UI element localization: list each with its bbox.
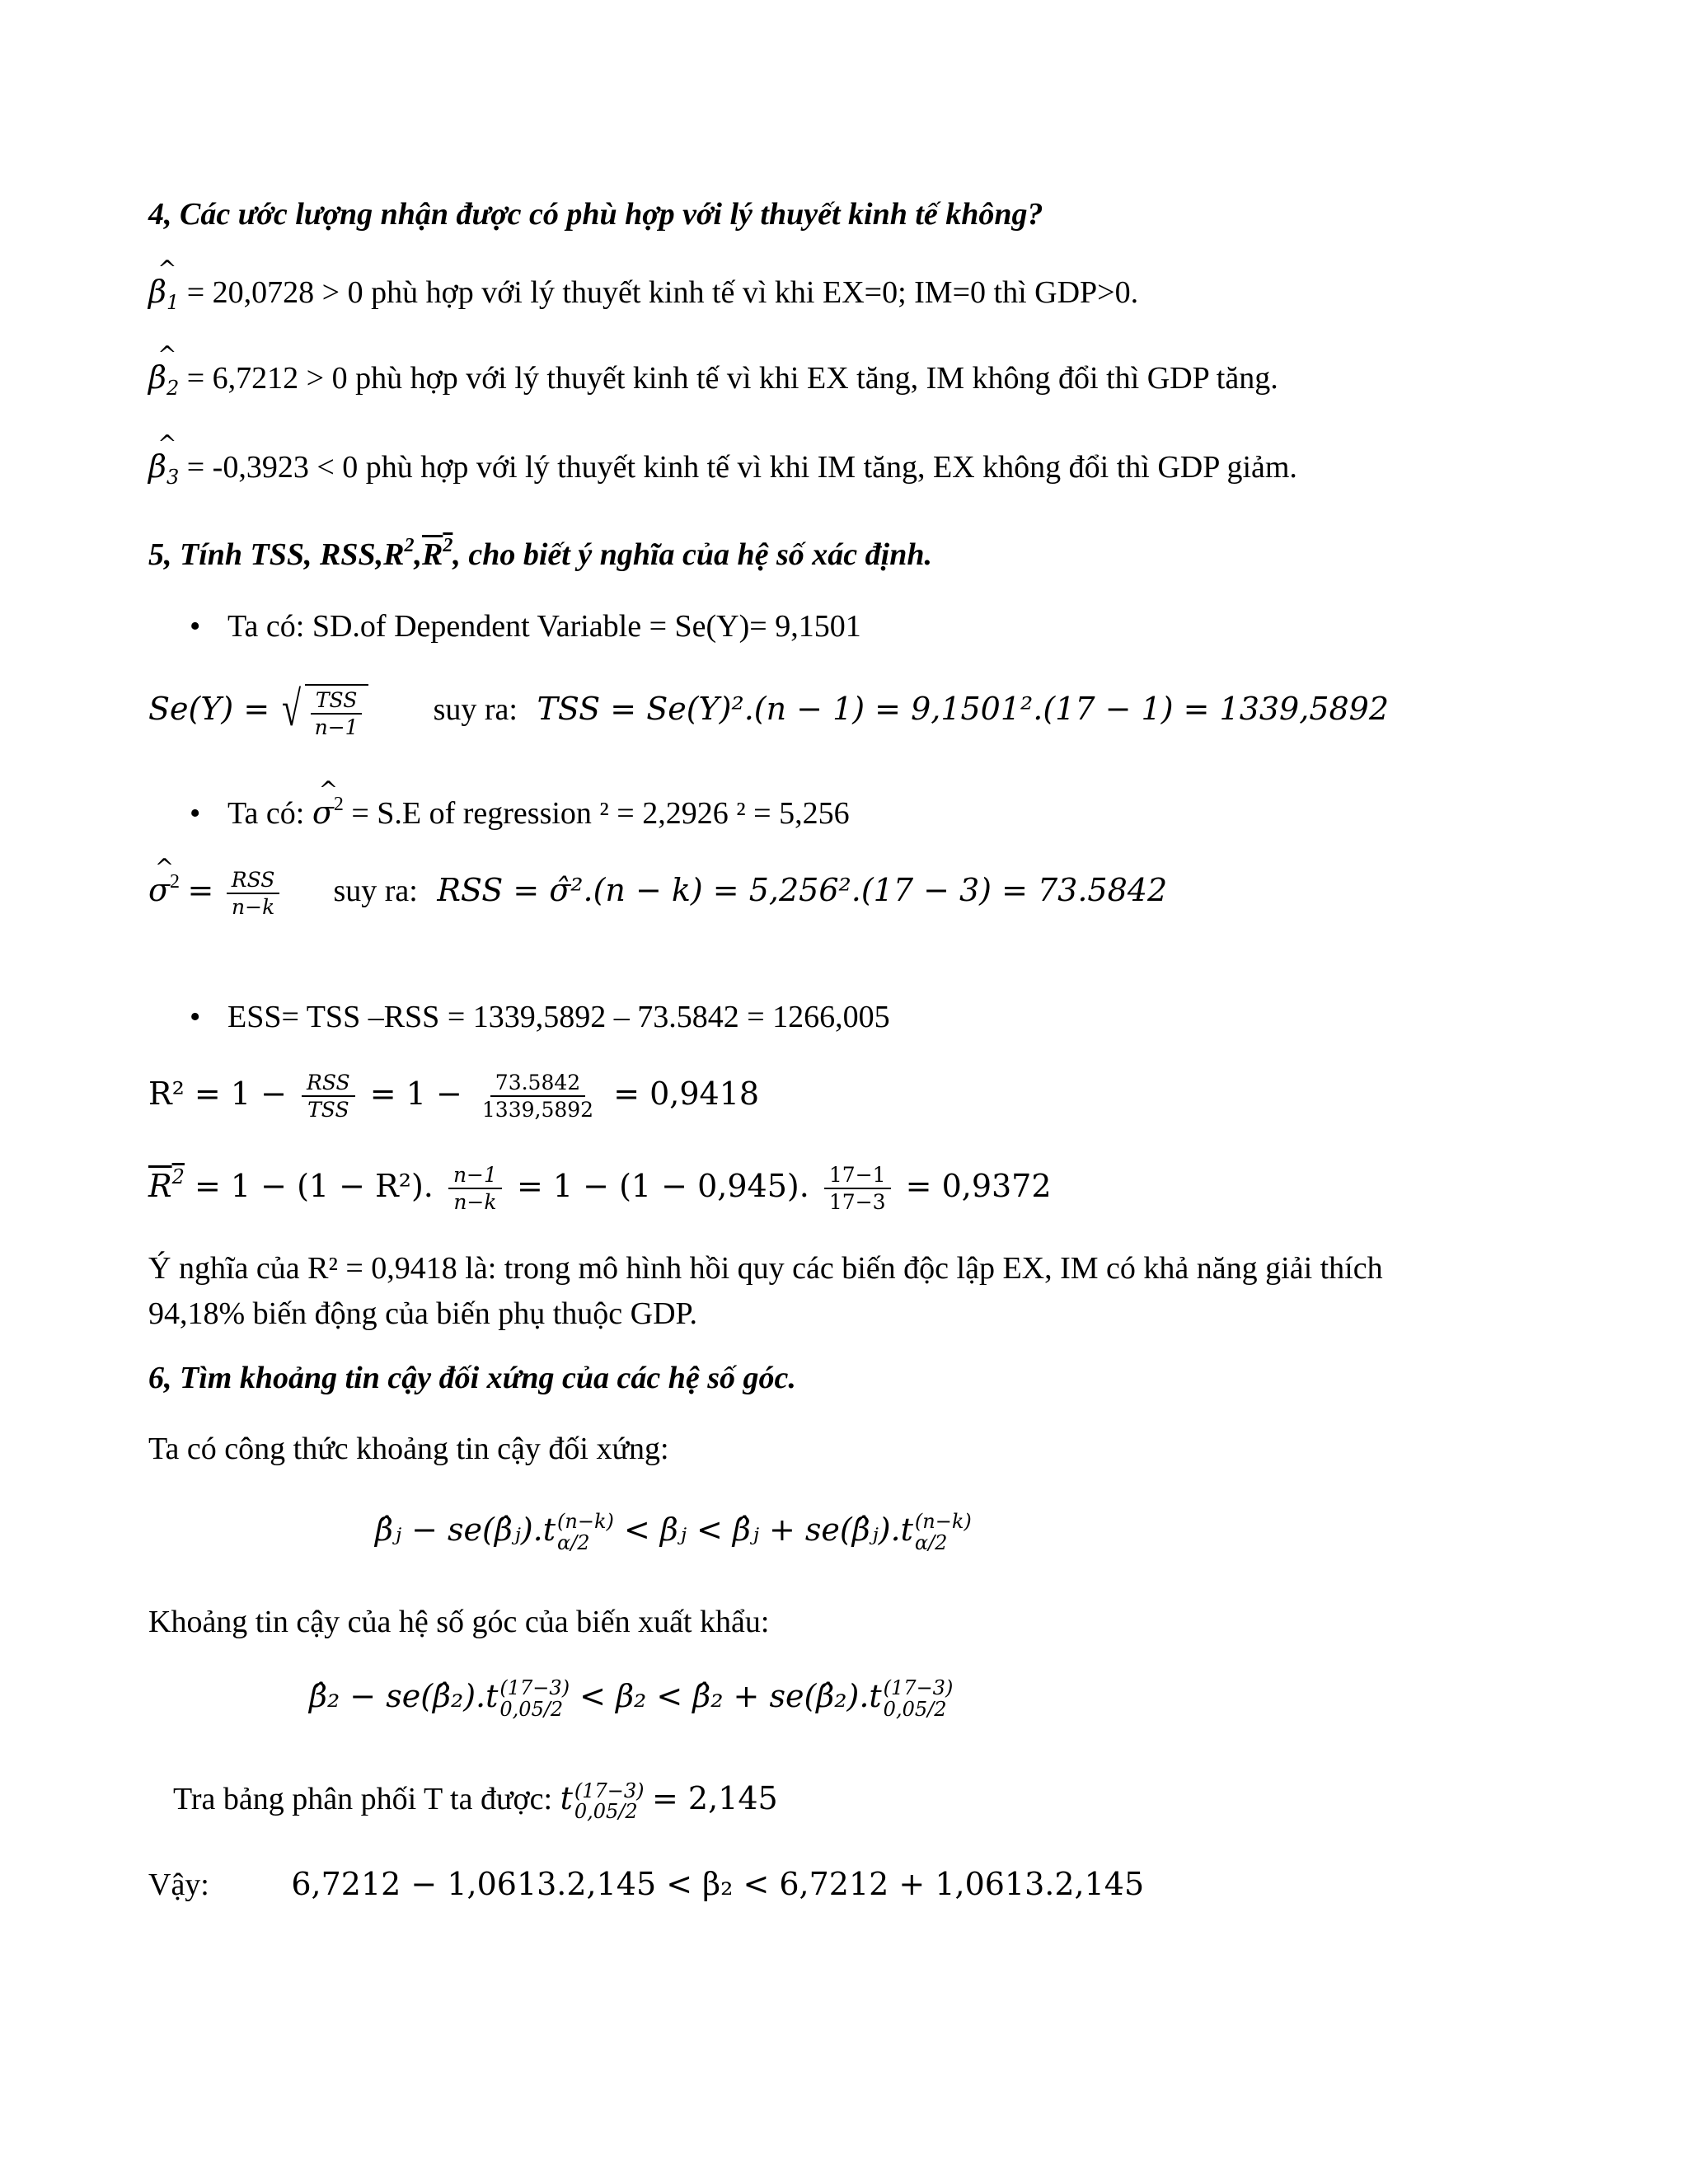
beta3-symbol: ^ $\beta_3$ bbox=[148, 448, 179, 490]
rbar-frac1-den: n−k bbox=[453, 1190, 497, 1215]
r2-meaning-paragraph: Ý nghĩa của R² = 0,9418 là: trong mô hình hồi quy các biến độc lập EX, IM có khả năng giải thích 94,18% biến động của biến phụ thuộc GDP. bbox=[148, 1251, 1383, 1332]
r2-frac2-den: 1339,5892 bbox=[481, 1098, 594, 1122]
ci-general-formula bbox=[375, 1511, 972, 1554]
sqrt-symbol: √ $\frac{\text{TSS}}{n-1}$ bbox=[278, 684, 368, 741]
rbar-mid2: = 1 − (1 − 0,945). bbox=[517, 1167, 809, 1204]
rss-formula-line: ^ $\sigma^2$ = $\frac{\text{RSS}}{n-k}$ suy ra: RSS = σ̂².(n − k) = 5,256².(17 − 3) = 73.5842 bbox=[148, 867, 1167, 921]
bullet-sd bbox=[190, 608, 861, 646]
r2-formula-line bbox=[148, 1070, 759, 1123]
t2-sub-2: 0,05/2 bbox=[883, 1697, 947, 1721]
bullet-ess bbox=[190, 999, 890, 1037]
beta3-line bbox=[148, 448, 1297, 490]
sigma-frac-den: n−k bbox=[232, 895, 275, 920]
bullet-sigma-b: = S.E of regression ² = 2,2926 ² = 5,256 bbox=[351, 796, 850, 831]
final-ci-inequality: 6,7212 − 1,0613.2,145 < β₂ < 6,7212 + 1,0613.2,145 bbox=[291, 1866, 1145, 1902]
t-table-text: Tra bảng phân phối T ta được: bbox=[173, 1782, 553, 1816]
bullet-icon: • bbox=[190, 1000, 201, 1034]
vay-label: Vậy: bbox=[148, 1868, 209, 1902]
bullet-icon: • bbox=[190, 609, 201, 644]
t-sub-2: α/2 bbox=[914, 1530, 948, 1554]
beta1-symbol: ^ $\beta_1$ bbox=[148, 274, 179, 315]
ci-beta2-right: < β₂ < β̂₂ + se(β̂₂).t bbox=[579, 1678, 882, 1714]
beta1-line bbox=[148, 274, 1138, 315]
ci-intro: Ta có công thức khoảng tin cậy đối xứng: bbox=[148, 1432, 669, 1466]
sigma-hat-symbol-2: ^ σ bbox=[148, 872, 170, 910]
ci-formula-right: < βⱼ < β̂ⱼ + se(β̂ⱼ).t bbox=[623, 1511, 913, 1548]
rbar-frac1-num: n−1 bbox=[448, 1162, 502, 1189]
t-sub: α/2 bbox=[557, 1530, 590, 1554]
t-sup-2: (n−k) bbox=[914, 1510, 972, 1534]
beta1-text: = 20,0728 > 0 phù hợp với lý thuyết kinh tế vì khi EX=0; IM=0 thì GDP>0. bbox=[186, 275, 1139, 310]
tss-equation: TSS = Se(Y)².(n − 1) = 9,1501².(17 − 1) = 1339,5892 bbox=[537, 690, 1390, 727]
r2-frac2-num: 73.5842 bbox=[490, 1070, 585, 1097]
bullet-sigma-a: Ta có: bbox=[227, 796, 305, 831]
r2-mid: = 1 − bbox=[369, 1075, 462, 1112]
section-4-heading: 4, Các ước lượng nhận được có phù hợp với lý thuyết kinh tế không? bbox=[148, 197, 1043, 232]
bullet-sd-text: Ta có: SD.of Dependent Variable = Se(Y)= 9,1501 bbox=[227, 609, 861, 644]
t2-sub: 0,05/2 bbox=[499, 1697, 564, 1721]
t-table-line bbox=[173, 1780, 778, 1822]
t3-sub: 0,05/2 bbox=[574, 1800, 638, 1824]
rbar-frac2-num: 17−1 bbox=[824, 1162, 891, 1189]
rbar-mid: = 1 − (1 − R²). bbox=[195, 1167, 434, 1204]
t-symbol: t bbox=[560, 1780, 573, 1816]
sigma-hat-symbol: ^ σ bbox=[312, 794, 334, 832]
ci-beta2-formula bbox=[309, 1678, 953, 1720]
t2-sup-2: (17−3) bbox=[883, 1676, 954, 1700]
suy-ra-2: suy ra: bbox=[333, 873, 418, 908]
r2-lhs: R² = 1 − bbox=[148, 1075, 287, 1112]
r2-frac1-den: TSS bbox=[307, 1098, 349, 1122]
se-lhs: Se(Y) = bbox=[148, 690, 270, 727]
beta2-symbol: ^ $\beta_2$ bbox=[148, 359, 179, 401]
se-frac-num: TSS bbox=[311, 687, 363, 715]
t-sup: (n−k) bbox=[557, 1510, 614, 1534]
heading-part-b: , cho biết ý nghĩa của hệ số xác định. bbox=[452, 537, 932, 572]
r2-frac1-num: RSS bbox=[302, 1070, 355, 1097]
section-5-heading: 5, Tính TSS, $RSS,R^2,R^2$, cho biết ý nghĩa của hệ số xác định. bbox=[148, 535, 932, 572]
heading-part-a: 5, Tính TSS, RSS,R bbox=[148, 537, 405, 572]
ci-formula-left: β̂ⱼ − se(β̂ⱼ).t bbox=[375, 1511, 556, 1548]
beta2-text: = 6,7212 > 0 phù hợp với lý thuyết kinh tế vì khi EX tăng, IM không đổi thì GDP tăng. bbox=[186, 361, 1278, 396]
beta3-text: = -0,3923 < 0 phù hợp với lý thuyết kinh tế vì khi IM tăng, EX không đổi thì GDP giảm. bbox=[186, 450, 1297, 485]
suy-ra-1: suy ra: bbox=[433, 691, 518, 727]
ex-ci-intro: Khoảng tin cậy của hệ số góc của biến xuất khẩu: bbox=[148, 1605, 770, 1639]
rbar-formula-line: $R^2 = 1 - (1 - R^2)$. $\frac{n-1}{n-k}$ = 1 − (1 − 0,945). $\frac{17-1}{17-3}$ = 0,9372 bbox=[148, 1163, 1052, 1215]
sigma-frac-num: RSS bbox=[227, 867, 280, 894]
t-table-result: = 2,145 bbox=[652, 1780, 778, 1816]
bullet-sigma: • Ta có: ^ $\sigma^2 = S.E$ of regression ² = 2,2926 ² = 5,256 bbox=[190, 793, 850, 833]
section-6-heading: 6, Tìm khoảng tin cậy đối xứng của các hệ số góc. bbox=[148, 1361, 796, 1395]
tss-formula-line bbox=[148, 684, 1389, 741]
t3-sup: (17−3) bbox=[574, 1779, 645, 1803]
beta2-line bbox=[148, 359, 1278, 401]
rss-equation: RSS = σ̂².(n − k) = 5,256².(17 − 3) = 73.5842 bbox=[437, 871, 1168, 908]
se-frac-den: n−1 bbox=[314, 715, 359, 740]
bullet-ess-text: ESS= TSS –RSS = 1339,5892 – 73.5842 = 1266,005 bbox=[227, 1000, 890, 1034]
r2-result: = 0,9418 bbox=[613, 1075, 760, 1112]
final-ci-line bbox=[148, 1866, 1144, 1905]
ci-beta2-left: β̂₂ − se(β̂₂).t bbox=[309, 1678, 499, 1714]
t2-sup: (17−3) bbox=[499, 1676, 570, 1700]
rbar-result: = 0,9372 bbox=[905, 1167, 1052, 1204]
rbar-frac2-den: 17−3 bbox=[828, 1190, 886, 1215]
bullet-icon: • bbox=[190, 796, 201, 831]
